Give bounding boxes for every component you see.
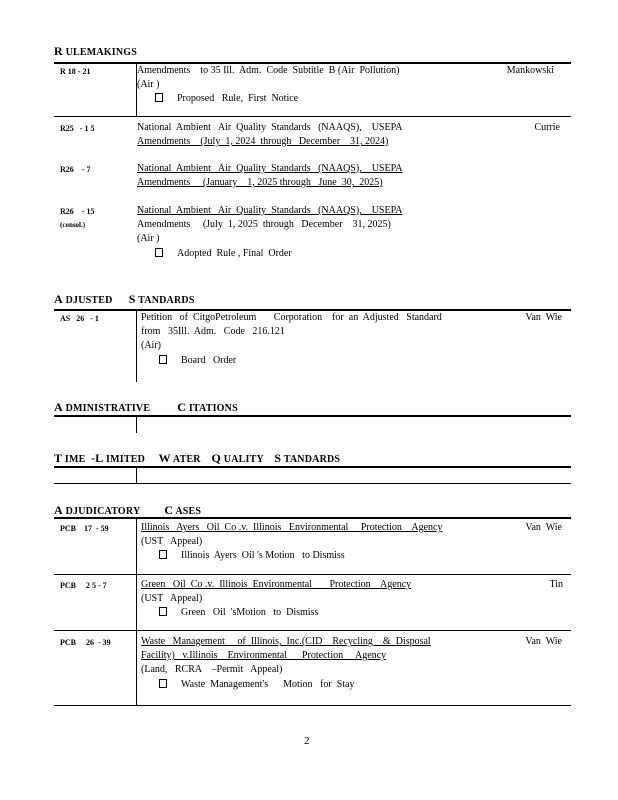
assignee: Van Wie [525,312,562,323]
case-title: National Ambient Air Quality Standards (NAAQS), USEPA [137,205,403,216]
checkbox-icon [159,679,167,688]
page-number: 2 [304,735,310,747]
case-title-continued: Amendments (January 1, 2025 through June 30, 2025) [137,177,383,188]
adjudicatory-top-rule [54,517,571,519]
agenda-action: Waste Management's Motion for Stay [159,678,354,692]
case-title-continued: Facility) v.Illinois Environmental Protection Agency [141,650,387,661]
case-title: National Ambient Air Quality Standards (NAAQS), USEPA [137,122,403,133]
case-title: Amendments to 35 Ill. Adm. Code Subtitle B (Air Pollution) [137,65,400,76]
checkbox-icon [155,93,163,102]
docket-id: PCB 2 5 - 7 [60,581,107,590]
docket-id: AS 26 - 1 [60,314,99,323]
adjudicatory-row-rule [54,630,571,631]
adjudicatory-cases-heading: A DJUDICATORY C ASES [54,503,202,517]
time-limited-heading: T IME -L IMITED W ATER Q UALITY S TANDARDS [54,451,341,465]
checkbox-icon [159,355,167,364]
case-category: (Land, RCRA –Permit Appeal) [141,664,283,675]
docket-id: R 18 - 21 [60,67,91,76]
rulemakings-heading: R ULEMAKINGS [54,44,138,58]
adjudicatory-row-rule [54,574,571,575]
assignee: Currie [534,122,560,133]
case-title-continued: from 35Ill. Adm. Code 216.121 [141,326,285,337]
docket-id: R26 - 7 [60,165,91,174]
case-category: (UST Appeal) [141,536,203,547]
consolidated-note: (consol.) [60,221,86,229]
checkbox-icon [159,550,167,559]
case-category: (Air ) [137,79,160,90]
administrative-citations-heading: A DMINISTRATIVE C ITATIONS [54,400,238,414]
case-title: Illinois Ayers Oil Co .v. Illinois Environmental Protection Agency [141,522,443,533]
assignee: Tin [549,579,563,590]
case-title: Green Oil Co .v. Illinois Environmental Protection Agency [141,579,412,590]
assignee: Van Wie [525,636,562,647]
case-title: Petition of CitgoPetroleum Corporation for an Adjusted Standard [141,312,442,323]
adjudicatory-column-divider [136,518,137,706]
case-title-continued: Amendments (July 1, 2025 through December 31, 2025) [137,219,391,230]
checkbox-icon [159,607,167,616]
time-limited-top-rule [54,466,571,468]
adjudicatory-bottom-rule [54,705,571,706]
assignee: Mankowski [506,65,554,76]
docket-id: PCB 26 - 39 [60,638,111,647]
case-category: (Air) [141,340,161,351]
agenda-action: Proposed Rule, First Notice [155,92,298,106]
time-limited-column-divider [136,467,137,484]
case-title: National Ambient Air Quality Standards (NAAQS), USEPA [137,163,403,174]
docket-id: PCB 17 - 59 [60,524,109,533]
docket-id: R26 - 15 [60,207,95,216]
assignee: Van Wie [525,522,562,533]
checkbox-icon [155,248,163,257]
rulemakings-row-rule [54,116,571,117]
administrative-top-rule [54,415,571,417]
case-category: (UST Appeal) [141,593,203,604]
adjusted-standards-heading: A DJUSTED S TANDARDS [54,292,195,306]
case-category: (Air ) [137,233,160,244]
case-title: Waste Management of Illinois, Inc.(CID Recycling & Disposal [141,636,431,647]
agenda-action: Board Order [159,354,236,368]
agenda-action: Adopted Rule , Final Order [155,247,292,261]
case-title-continued: Amendments (July 1, 2024 through December 31, 2024) [137,136,389,147]
docket-id: R25 - 1 5 [60,124,95,133]
agenda-action: Green Oil 'sMotion to Dismiss [159,606,318,620]
agenda-action: Illinois Ayers Oil 's Motion to Dismiss [159,549,345,563]
adjusted-column-divider [136,310,137,382]
time-limited-bottom-rule [54,483,571,484]
administrative-column-divider [136,416,137,433]
